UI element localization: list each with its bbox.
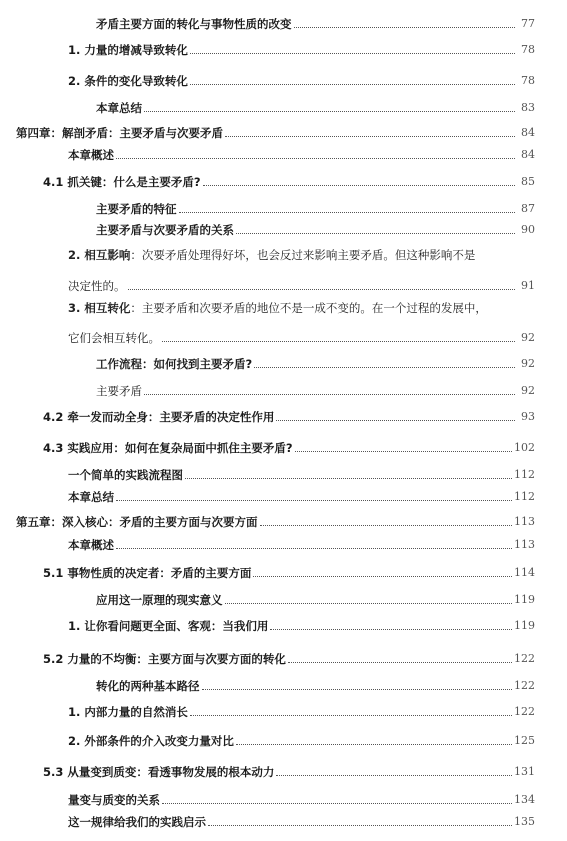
toc-entry-title: 应用这一原理的现实意义 <box>96 593 223 607</box>
toc-entry[interactable] <box>16 511 535 529</box>
toc-entry-title: 2. 外部条件的介入改变力量对比 <box>68 734 234 748</box>
toc-entry-page: 78 <box>521 74 535 87</box>
toc-entry[interactable] <box>68 730 535 748</box>
toc-entry-page: 92 <box>521 357 535 370</box>
toc-entry-page: 125 <box>514 734 535 747</box>
toc-entry[interactable] <box>43 648 535 666</box>
dot-leader <box>162 341 515 342</box>
toc-entry-page: 122 <box>514 679 535 692</box>
toc-entry[interactable] <box>68 144 535 162</box>
dot-leader <box>253 576 512 577</box>
toc-entry-page: 91 <box>521 279 535 292</box>
dot-leader <box>190 715 512 716</box>
toc-entry-title: 1. 让你看问题更全面、客观：当我们用 <box>68 619 269 633</box>
dot-leader <box>295 451 512 452</box>
toc-entry-title: 4.3 实践应用：如何在复杂局面中抓住主要矛盾? <box>43 441 293 455</box>
toc-entry[interactable] <box>43 437 535 455</box>
dot-leader <box>276 775 512 776</box>
paragraph-mutual-transform <box>68 301 535 315</box>
toc-entry-page: 119 <box>514 619 535 632</box>
dot-leader <box>179 212 516 213</box>
toc-entry-page: 92 <box>521 331 535 344</box>
dot-leader <box>225 603 513 604</box>
toc-entry-title: 一个简单的实践流程图 <box>68 468 183 482</box>
paragraph-mutual-influence <box>68 248 535 262</box>
toc-entry[interactable] <box>43 171 535 189</box>
dot-leader <box>254 367 515 368</box>
toc-entry-title: 矛盾主要方面的转化与事物性质的改变 <box>96 17 292 31</box>
toc-entry[interactable] <box>68 615 535 633</box>
dot-leader <box>203 185 515 186</box>
toc-entry-page: 113 <box>514 515 535 528</box>
toc-entry-title: 2. 条件的变化导致转化 <box>68 74 188 88</box>
toc-entry[interactable] <box>68 464 535 482</box>
toc-entry[interactable] <box>96 97 535 115</box>
toc-entry-page: 90 <box>521 223 535 236</box>
toc-entry[interactable] <box>68 39 535 57</box>
toc-entry[interactable] <box>68 534 535 552</box>
toc-entry-page: 113 <box>514 538 535 551</box>
dot-leader <box>128 289 516 290</box>
toc-entry[interactable] <box>43 406 535 424</box>
toc-entry[interactable] <box>68 275 535 293</box>
toc-entry-page: 135 <box>514 815 535 828</box>
dot-leader <box>190 53 515 54</box>
toc-entry-page: 84 <box>521 126 535 139</box>
toc-entry-title: 4.1 抓关键：什么是主要矛盾? <box>43 175 201 189</box>
toc-entry-title: 本章概述 <box>68 538 114 552</box>
dot-leader <box>202 689 513 690</box>
dot-leader <box>236 233 515 234</box>
paragraph-text: ：次要矛盾处理得好坏，也会反过来影响主要矛盾。但这种影响不是 <box>130 248 476 262</box>
toc-entry-page: 78 <box>521 43 535 56</box>
paragraph-label: 2. 相互影响 <box>68 248 131 262</box>
toc-entry-page: 119 <box>514 593 535 606</box>
dot-leader <box>162 803 512 804</box>
toc-entry-page: 85 <box>521 175 535 188</box>
toc-entry-page: 93 <box>521 410 535 423</box>
toc-entry[interactable] <box>68 811 535 829</box>
toc-entry-title: 转化的两种基本路径 <box>96 679 200 693</box>
dot-leader <box>294 27 516 28</box>
toc-entry[interactable] <box>16 122 535 140</box>
toc-entry-title: 这一规律给我们的实践启示 <box>68 815 206 829</box>
dot-leader <box>260 525 513 526</box>
dot-leader <box>116 500 512 501</box>
toc-entry-title: 它们会相互转化。 <box>68 331 160 345</box>
toc-entry[interactable] <box>68 486 535 504</box>
toc-entry[interactable] <box>43 562 535 580</box>
toc-entry-title: 主要矛盾 <box>96 384 142 398</box>
toc-entry-title: 主要矛盾与次要矛盾的关系 <box>96 223 234 237</box>
toc-entry[interactable] <box>68 70 535 88</box>
dot-leader <box>288 662 512 663</box>
dot-leader <box>236 744 512 745</box>
toc-entry-title: 第四章：解剖矛盾：主要矛盾与次要矛盾 <box>16 126 223 140</box>
toc-entry-page: 122 <box>514 652 535 665</box>
toc-entry[interactable] <box>96 13 535 31</box>
toc-entry-title: 第五章：深入核心：矛盾的主要方面与次要方面 <box>16 515 258 529</box>
toc-entry-title: 工作流程：如何找到主要矛盾? <box>96 357 253 371</box>
toc-entry[interactable] <box>43 761 535 779</box>
toc-entry-title: 决定性的。 <box>68 279 126 293</box>
toc-entry-title: 本章总结 <box>96 101 142 115</box>
toc-entry[interactable] <box>96 589 535 607</box>
toc-entry-title: 1. 力量的增减导致转化 <box>68 43 188 57</box>
toc-entry-title: 5.3 从量变到质变：看透事物发展的根本动力 <box>43 765 275 779</box>
toc-entry[interactable] <box>96 675 535 693</box>
dot-leader <box>190 84 515 85</box>
toc-entry-title: 1. 内部力量的自然消长 <box>68 705 188 719</box>
dot-leader <box>225 136 515 137</box>
toc-entry-page: 102 <box>514 441 535 454</box>
toc-entry-page: 83 <box>521 101 535 114</box>
dot-leader <box>144 394 515 395</box>
toc-entry-page: 114 <box>514 566 535 579</box>
toc-entry-title: 主要矛盾的特征 <box>96 202 177 216</box>
toc-entry-page: 87 <box>521 202 535 215</box>
toc-entry-title: 5.1 事物性质的决定者：矛盾的主要方面 <box>43 566 252 580</box>
dot-leader <box>270 629 512 630</box>
paragraph-text: ：主要矛盾和次要矛盾的地位不是一成不变的。在一个过程的发展中， <box>130 301 487 315</box>
paragraph-label: 3. 相互转化 <box>68 301 131 315</box>
toc-entry-page: 134 <box>514 793 535 806</box>
toc-entry[interactable] <box>96 219 535 237</box>
dot-leader <box>144 111 515 112</box>
toc-entry-title: 本章概述 <box>68 148 114 162</box>
toc-entry[interactable] <box>68 701 535 719</box>
toc-entry-page: 122 <box>514 705 535 718</box>
toc-entry-page: 77 <box>521 17 535 30</box>
toc-entry-title: 4.2 牵一发而动全身：主要矛盾的决定性作用 <box>43 410 275 424</box>
toc-entry-title: 本章总结 <box>68 490 114 504</box>
toc-entry-page: 92 <box>521 384 535 397</box>
dot-leader <box>185 478 512 479</box>
toc-entry-title: 5.2 力量的不均衡：主要方面与次要方面的转化 <box>43 652 286 666</box>
toc-entry-page: 84 <box>521 148 535 161</box>
dot-leader <box>276 420 515 421</box>
dot-leader <box>116 548 512 549</box>
toc-entry-title: 量变与质变的关系 <box>68 793 160 807</box>
toc-entry[interactable] <box>96 353 535 371</box>
toc-entry[interactable] <box>96 198 535 216</box>
toc-entry-page: 112 <box>514 490 535 503</box>
toc-entry[interactable] <box>68 789 535 807</box>
dot-leader <box>208 825 512 826</box>
dot-leader <box>116 158 515 159</box>
toc-entry-page: 112 <box>514 468 535 481</box>
toc-entry[interactable] <box>68 327 535 345</box>
toc-entry[interactable] <box>96 380 535 398</box>
toc-entry-page: 131 <box>514 765 535 778</box>
